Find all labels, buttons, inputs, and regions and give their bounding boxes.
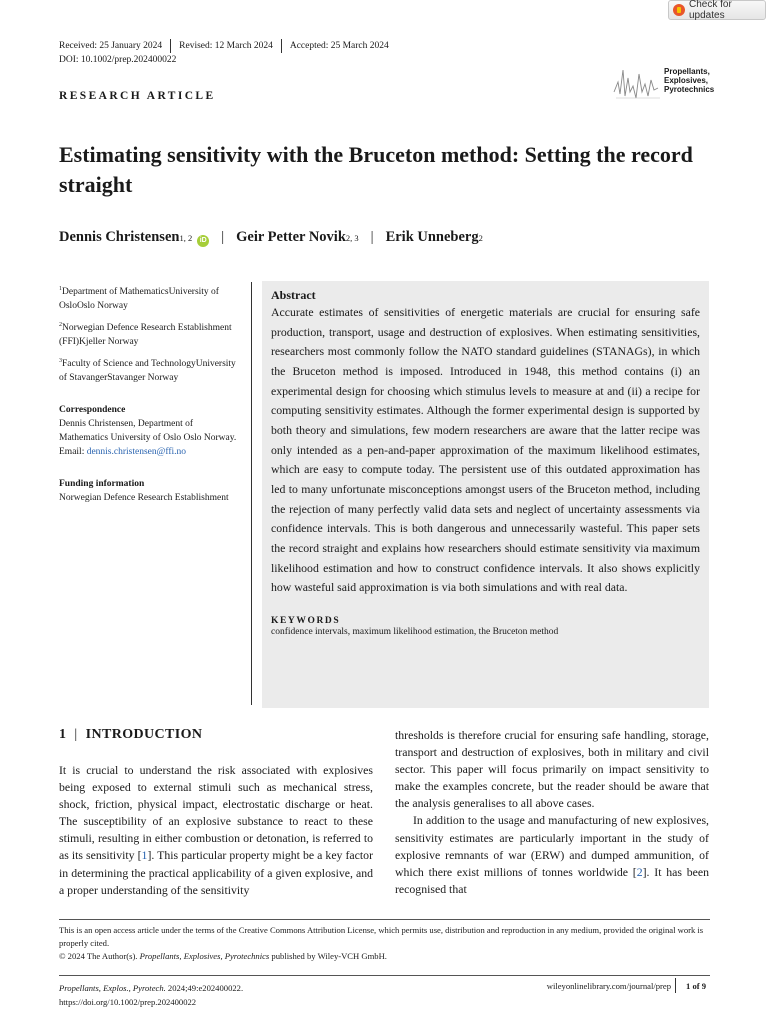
author-affiliation-ref: 2 bbox=[478, 233, 483, 243]
affiliation: $^3$Faculty of Science and TechnologyUniversity of StavangerStavanger Norway bbox=[59, 358, 236, 384]
journal-logo-graphic bbox=[612, 62, 662, 102]
article-dates bbox=[59, 39, 389, 53]
author-name[interactable]: Dennis Christensen bbox=[59, 229, 180, 245]
paragraph: thresholds is therefore crucial for ensuring safe handling, storage, transport and destruction of explosives, both in military and civil sector. This paper will focus primarily on impact sensitivity to make the examples concrete, but the reader should be aware that the analysis generalises to all above cases. bbox=[395, 728, 709, 811]
abstract-box bbox=[262, 281, 709, 708]
author-list bbox=[59, 229, 483, 246]
keywords-heading: KEYWORDS bbox=[271, 615, 341, 626]
paragraph: In addition to the usage and manufacturing of new explosives, sensitivity estimates are particularly important in the study of explosive remnants of war (ERW) and dumped ammunition, of which there exist millions of tonnes worldwide [2]. It has been recognised that bbox=[395, 813, 709, 896]
divider bbox=[281, 39, 282, 53]
column-divider bbox=[251, 282, 252, 705]
journal-logo-text: Propellants, Explosives, Pyrotechnics bbox=[664, 67, 715, 94]
body-column-left bbox=[59, 762, 373, 899]
body-column-right bbox=[395, 727, 709, 898]
footer-rule bbox=[59, 919, 710, 920]
affiliation: $^1$Department of MathematicsUniversity of OsloOslo Norway bbox=[59, 286, 219, 312]
check-for-updates-label: Check for updates bbox=[689, 0, 732, 21]
author-separator: | bbox=[370, 229, 374, 245]
check-for-updates-button[interactable] bbox=[668, 0, 766, 20]
license-text: This is an open access article under the terms of the Creative Commons Attribution License, which permits use, distribution and reproduction in any medium, provided the original work is properly cited. © 2024 The Author(s). Propellants, Explosives, Pyrotechnics published by Wiley-VCH GmbH. bbox=[59, 925, 704, 961]
citation-link[interactable]: 1 bbox=[141, 848, 148, 863]
crossmark-icon bbox=[673, 4, 685, 16]
section-title: INTRODUCTION bbox=[85, 727, 203, 742]
author-affiliation-ref: 1, 2 bbox=[179, 233, 193, 243]
revised-date: Revised: 12 March 2024 bbox=[179, 41, 273, 51]
doi[interactable]: DOI: 10.1002/prep.202400022 bbox=[59, 55, 177, 65]
divider bbox=[675, 978, 676, 993]
article-type: RESEARCH ARTICLE bbox=[59, 90, 216, 102]
abstract-text: Accurate estimates of sensitivities of energetic materials are crucial for ensuring safe production, transport, usage and destruction of explosives. When estimating sensitivities, researchers most commonly follow the NATO standard guidelines (STANAGs), in which the Bruceton method is imposed. Introduced in 1948, this method contains (i) an experimental design for choosing which stimulus levels to measure at and (ii) a recipe for computing sensitivity estimates. Although the former experimental design is supported by both theory and simulations, few modern researchers are aware that the latter recipe was only intended as a pen-and-paper approximation of the maximum likelihood estimates, which are easy to compute today. The persistent use of this outdated approximation has led to many unfortunate misconceptions amongst users of the Bruceton method, including the rejection of many perfectly valid data sets and neglect of uncertainty assessments via confidence intervals. This is both dangerous and unnecessarily wasteful. This paper sets the record straight and explains how researchers should estimate sensitivity via maximum likelihood estimation and how to construct confidence intervals. It also shows explicitly how wasteful said approximation is via both simulations and with real data. bbox=[271, 305, 700, 595]
section-heading: 1 | INTRODUCTION bbox=[59, 727, 203, 742]
author-affiliation-ref: 2, 3 bbox=[345, 233, 359, 243]
article-info-column bbox=[59, 282, 241, 505]
author-separator: | bbox=[221, 229, 225, 245]
journal-url[interactable]: wileyonlinelibrary.com/journal/prep bbox=[546, 981, 671, 991]
citation-link[interactable]: 2 bbox=[636, 864, 643, 879]
orcid-icon[interactable]: iD bbox=[197, 235, 209, 247]
citation-info: Propellants, Explos., Pyrotech. 2024;49:e202400022. https://doi.org/10.1002/prep.202400022 bbox=[59, 983, 244, 1007]
email-link[interactable]: dennis.christensen@ffi.no bbox=[86, 447, 187, 458]
footer-rule bbox=[59, 975, 710, 976]
affiliation: $^2$Norwegian Defence Research Establishment (FFI)Kjeller Norway bbox=[59, 322, 232, 348]
section-number: 1 bbox=[59, 727, 67, 742]
correspondence-text: Dennis Christensen, Department of Mathematics University of Oslo Oslo Norway. bbox=[59, 419, 237, 444]
accepted-date: Accepted: 25 March 2024 bbox=[289, 41, 389, 51]
received-date: Received: 25 January 2024 bbox=[59, 41, 163, 51]
correspondence-heading: Correspondence bbox=[59, 405, 126, 416]
journal-logo bbox=[612, 62, 715, 102]
page-number: 1 of 9 bbox=[686, 981, 707, 991]
paragraph: It is crucial to understand the risk associated with explosives being exposed to external stimuli such as mechanical stress, shock, friction, physical impact, electrostatic discharge or heat. The susceptibility of an explosive substance to react to these stimuli, resulting in either combustion or detonation, is referred to as its sensitivity [1]. This particular property might be a key factor in determining the practical applicability of a given explosive, and a proper understanding of the sensitivity bbox=[59, 763, 374, 897]
funding-text: Norwegian Defence Research Establishment bbox=[59, 493, 229, 504]
article-title: Estimating sensitivity with the Bruceton method: Setting the record straight bbox=[59, 142, 693, 197]
citation-url[interactable]: https://doi.org/10.1002/prep.202400022 bbox=[59, 997, 197, 1007]
divider bbox=[170, 39, 171, 53]
correspondence-email: Email: dennis.christensen@ffi.no bbox=[59, 447, 187, 458]
author-name[interactable]: Erik Unneberg bbox=[385, 229, 479, 245]
author-name[interactable]: Geir Petter Novik bbox=[236, 229, 346, 245]
abstract-heading: Abstract bbox=[271, 288, 316, 302]
funding-heading: Funding information bbox=[59, 479, 145, 490]
keywords: confidence intervals, maximum likelihood estimation, the Bruceton method bbox=[271, 626, 559, 637]
